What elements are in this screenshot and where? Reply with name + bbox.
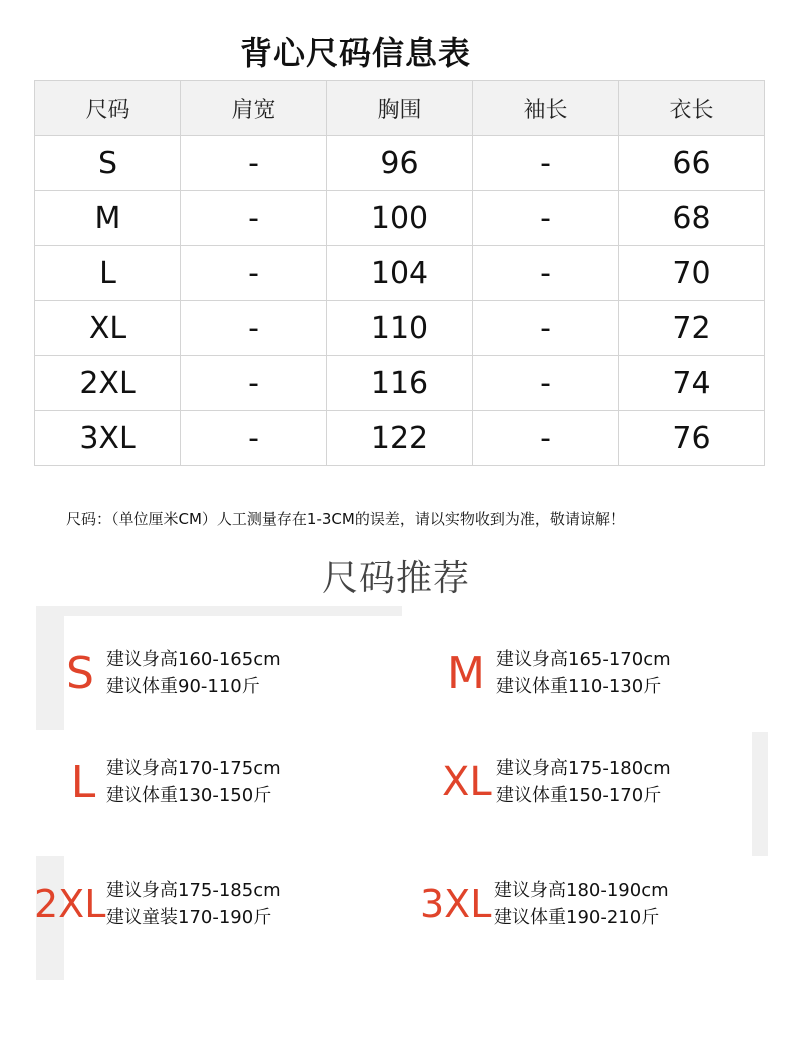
table-row	[35, 301, 765, 356]
table-cell: -	[181, 191, 327, 246]
recommend-weight: 建议体重190-210斤	[494, 907, 660, 928]
table-cell: -	[473, 191, 619, 246]
table-row	[35, 191, 765, 246]
decor-bar-right	[752, 732, 768, 856]
recommend-height: 建议身高170-175cm	[106, 758, 281, 779]
recommend-weight: 建议体重150-170斤	[496, 785, 662, 806]
recommend-height: 建议身高165-170cm	[496, 649, 671, 670]
recommend-size-label: XL	[442, 759, 492, 805]
recommend-size-label: L	[70, 756, 96, 808]
table-cell: -	[473, 301, 619, 356]
recommend-size-label: S	[66, 647, 94, 699]
table-cell: 110	[327, 301, 473, 356]
table-cell: -	[181, 411, 327, 466]
table-cell: S	[35, 136, 181, 191]
page-title: 背心尺码信息表	[240, 34, 472, 72]
table-cell: 96	[327, 136, 473, 191]
recommend-size-label: 3XL	[420, 882, 492, 926]
table-row	[35, 136, 765, 191]
table-cell: 70	[619, 246, 765, 301]
header-size: 尺码	[35, 81, 181, 136]
recommend-height: 建议身高175-185cm	[106, 880, 281, 901]
table-cell: -	[473, 246, 619, 301]
measurement-note: 尺码：（单位厘米CM）人工测量存在1-3CM的误差，请以实物收到为准，敬请谅解！	[66, 510, 625, 528]
recommend-height: 建议身高180-190cm	[494, 880, 669, 901]
header-shoulder: 肩宽	[181, 81, 327, 136]
recommend-item-s	[60, 646, 281, 700]
recommend-weight: 建议体重90-110斤	[106, 676, 260, 697]
recommend-item-2xl	[34, 877, 281, 931]
table-cell: 72	[619, 301, 765, 356]
table-cell: 3XL	[35, 411, 181, 466]
table-cell: -	[181, 136, 327, 191]
table-cell: -	[181, 356, 327, 411]
table-cell: 104	[327, 246, 473, 301]
table-header-row	[35, 81, 765, 136]
recommend-height: 建议身高160-165cm	[106, 649, 281, 670]
table-row	[35, 246, 765, 301]
table-row	[35, 356, 765, 411]
table-cell: 2XL	[35, 356, 181, 411]
recommend-height: 建议身高175-180cm	[496, 758, 671, 779]
header-length: 衣长	[619, 81, 765, 136]
recommend-item-l	[66, 755, 281, 809]
size-table	[34, 80, 765, 466]
table-cell: -	[181, 301, 327, 356]
table-cell: M	[35, 191, 181, 246]
header-chest: 胸围	[327, 81, 473, 136]
table-cell: -	[473, 356, 619, 411]
recommend-weight: 建议体重110-130斤	[496, 676, 662, 697]
table-cell: L	[35, 246, 181, 301]
table-cell: 122	[327, 411, 473, 466]
table-cell: -	[181, 246, 327, 301]
table-cell: 68	[619, 191, 765, 246]
table-cell: XL	[35, 301, 181, 356]
table-cell: -	[473, 411, 619, 466]
table-row	[35, 411, 765, 466]
table-cell: -	[473, 136, 619, 191]
table-cell: 116	[327, 356, 473, 411]
recommend-size-label: 2XL	[34, 882, 106, 926]
recommend-item-xl	[442, 755, 671, 809]
table-cell: 100	[327, 191, 473, 246]
recommend-size-label: M	[447, 647, 485, 699]
decor-bar-top	[36, 606, 402, 616]
recommend-weight: 建议童装170-190斤	[106, 907, 272, 928]
table-cell: 76	[619, 411, 765, 466]
table-cell: 66	[619, 136, 765, 191]
recommend-item-m	[444, 646, 671, 700]
header-sleeve: 袖长	[473, 81, 619, 136]
recommend-item-3xl	[420, 877, 669, 931]
recommend-title: 尺码推荐	[322, 558, 471, 599]
recommend-weight: 建议体重130-150斤	[106, 785, 272, 806]
table-cell: 74	[619, 356, 765, 411]
